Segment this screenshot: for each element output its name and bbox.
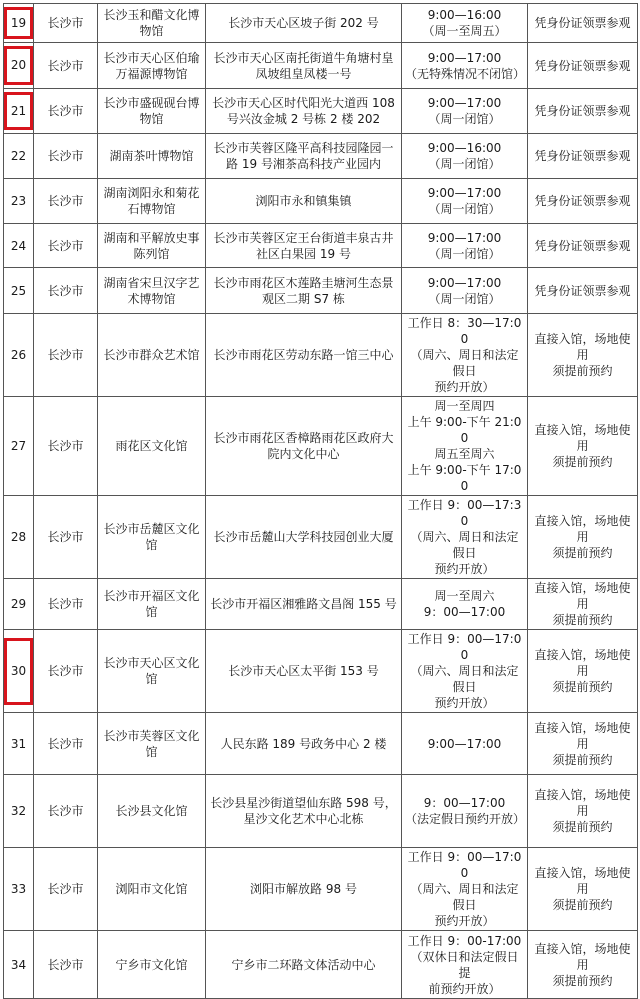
hours-cell-line: （双休日和法定假日提 (410, 949, 519, 980)
visit-note-cell-line: 须提前预约 (552, 455, 613, 469)
venue-name-cell (98, 268, 206, 314)
visit-note-cell-line: 直接入馆，场地使用 (534, 423, 631, 453)
hours-cell-line: 9：00—17:00 (423, 796, 506, 810)
venue-name-cell-line: 长沙县文化馆 (115, 804, 188, 818)
hours-cell (402, 314, 528, 397)
hours-cell (402, 931, 528, 999)
hours-cell-line: （周六、周日和法定假日 (410, 882, 519, 912)
venue-name-cell (98, 713, 206, 775)
visit-note-cell-line: 须提前预约 (552, 820, 613, 834)
visit-note-cell-line: 直接入馆，场地使用 (534, 332, 631, 362)
row-number-cell (4, 314, 34, 397)
row-number-cell (4, 848, 34, 931)
city-cell: 长沙市 (34, 397, 98, 496)
venue-name-cell (98, 848, 206, 931)
visit-note-cell-line: 直接入馆，场地使用 (534, 866, 631, 896)
address-cell (206, 179, 402, 224)
address-cell-line: 宁乡市二环路文体活动中心 (231, 957, 376, 972)
row-number-cell (4, 224, 34, 268)
venue-name-cell-line: 术博物馆 (127, 291, 176, 306)
row-number-cell (4, 397, 34, 496)
visit-note-cell (528, 314, 638, 397)
venue-name-cell-line: 宁乡市文化馆 (115, 957, 188, 972)
hours-cell-line: 工作日 8：30—17:00 (407, 316, 522, 346)
row-number: 22 (10, 149, 27, 163)
visit-note-cell (528, 134, 638, 179)
city-cell: 长沙市 (34, 179, 98, 224)
venue-name-cell (98, 775, 206, 848)
address-cell-line: 浏阳市永和镇集镇 (255, 194, 352, 208)
table-row (4, 224, 638, 268)
visit-note-cell-line: 凭身份证领票参观 (534, 16, 631, 30)
venue-name-cell (98, 397, 206, 496)
row-number: 29 (10, 597, 27, 611)
venue-name-cell-line: 物馆 (139, 112, 164, 126)
address-cell (206, 268, 402, 314)
hours-cell-line: 9：00—17:00 (423, 605, 506, 619)
hours-cell-line: 9:00—17:00 (427, 230, 502, 245)
address-cell (206, 630, 402, 713)
address-cell-line: 凤坡组皇凤楼一号 (255, 66, 352, 81)
venue-name-cell (98, 579, 206, 630)
hours-cell (402, 397, 528, 496)
hours-cell-line: 9:00—16:00 (427, 141, 502, 155)
row-number: 24 (10, 238, 27, 253)
venue-name-cell (98, 4, 206, 43)
hours-cell-line: （周一至周五） (422, 24, 507, 38)
hours-cell-line: （法定假日预约开放） (405, 812, 526, 826)
city-cell: 长沙市 (34, 848, 98, 931)
venue-name-cell-line: 馆 (145, 672, 158, 686)
hours-cell-line: 9:00—16:00 (427, 8, 502, 22)
hours-cell (402, 579, 528, 630)
visit-note-cell (528, 179, 638, 224)
address-cell (206, 89, 402, 134)
hours-cell-line: 9:00—17:00 (427, 186, 502, 200)
hours-cell (402, 775, 528, 848)
address-cell (206, 713, 402, 775)
venue-name-cell-line: 石博物馆 (127, 202, 176, 216)
address-cell-line: 社区白果园 19 号 (256, 246, 351, 261)
visit-note-cell-line: 须提前预约 (552, 613, 613, 627)
venue-name-cell-line: 长沙市岳麓区文化 (103, 522, 200, 536)
hours-cell-line: （周一闭馆） (428, 202, 501, 216)
visit-note-cell-line: 须提前预约 (552, 898, 613, 912)
address-cell-line: 长沙县星沙街道望仙东路 598 号， (210, 796, 397, 810)
row-number: 25 (10, 283, 27, 298)
venue-name-cell-line: 湖南茶叶博物馆 (109, 149, 194, 163)
hours-cell-line: （周一闭馆） (428, 246, 501, 261)
address-cell-line: 观区二期 S7 栋 (262, 291, 345, 306)
address-cell (206, 224, 402, 268)
venue-name-cell (98, 931, 206, 999)
hours-cell (402, 4, 528, 43)
venue-name-cell-line: 陈列馆 (133, 246, 170, 261)
table-row (4, 314, 638, 397)
visit-note-cell-line: 须提前预约 (552, 364, 613, 378)
row-number-cell (4, 630, 34, 713)
visit-note-cell (528, 713, 638, 775)
visit-note-cell-line: 直接入馆，场地使用 (534, 648, 631, 678)
row-number: 28 (10, 530, 27, 544)
address-cell-line: 长沙市雨花区劳动东路一馆三中心 (213, 348, 394, 362)
venue-name-cell-line: 湖南浏阳永和菊花 (103, 186, 200, 200)
address-cell (206, 496, 402, 579)
hours-cell-line: 预约开放） (434, 562, 495, 576)
hours-cell-line: 工作日 9：00—17:00 (407, 850, 522, 880)
venue-name-cell (98, 314, 206, 397)
row-number: 21 (4, 92, 33, 130)
hours-cell-line: 9:00—17:00 (427, 50, 502, 65)
visit-note-cell (528, 848, 638, 931)
venue-name-cell (98, 224, 206, 268)
city-cell: 长沙市 (34, 579, 98, 630)
row-number: 20 (4, 46, 33, 85)
table-row (4, 496, 638, 579)
row-number-cell (4, 179, 34, 224)
row-number: 31 (10, 736, 27, 751)
venue-name-cell-line: 长沙玉和醋文化博 (103, 8, 200, 22)
address-cell-line: 长沙市天心区太平街 153 号 (228, 664, 379, 678)
venue-name-cell-line: 万福源博物馆 (115, 66, 188, 81)
venue-name-cell-line: 馆 (145, 538, 158, 552)
table-row (4, 43, 638, 89)
address-cell-line: 长沙市芙蓉区隆平高科技园隆园一 (213, 141, 394, 155)
visit-note-cell-line: 凭身份证领票参观 (534, 149, 631, 163)
table-row (4, 4, 638, 43)
visit-note-cell (528, 496, 638, 579)
hours-cell-line: （周一闭馆） (428, 112, 501, 126)
visit-note-cell (528, 89, 638, 134)
hours-cell-line: 9:00—17:00 (427, 275, 502, 290)
hours-cell-line: 上午 9:00-下午 17:00 (407, 463, 522, 493)
row-number: 33 (10, 882, 27, 896)
table-row (4, 268, 638, 314)
city-cell: 长沙市 (34, 630, 98, 713)
hours-cell-line: 预约开放） (434, 380, 495, 394)
visit-note-cell-line: 直接入馆，场地使用 (534, 720, 631, 751)
venue-name-cell-line: 长沙市天心区伯瑜 (103, 50, 200, 65)
row-number: 30 (4, 638, 33, 705)
city-cell: 长沙市 (34, 931, 98, 999)
row-number: 34 (10, 957, 27, 972)
address-cell (206, 397, 402, 496)
venue-name-cell-line: 长沙市开福区文化 (103, 589, 200, 603)
visit-note-cell-line: 凭身份证领票参观 (534, 283, 631, 298)
address-cell-line: 星沙文化艺术中心北栋 (243, 812, 364, 826)
row-number: 27 (10, 439, 27, 453)
visit-note-cell (528, 931, 638, 999)
museum-table (3, 3, 638, 999)
visit-note-cell-line: 须提前预约 (552, 680, 613, 694)
visit-note-cell (528, 579, 638, 630)
visit-note-cell (528, 268, 638, 314)
address-cell-line: 路 19 号湘茶高科技产业园内 (226, 157, 381, 171)
venue-name-cell-line: 长沙市芙蓉区文化 (103, 728, 200, 743)
visit-note-cell (528, 397, 638, 496)
venue-name-cell-line: 雨花区文化馆 (115, 439, 188, 453)
table-row (4, 931, 638, 999)
row-number-cell (4, 4, 34, 43)
visit-note-cell-line: 直接入馆，场地使用 (534, 581, 631, 611)
address-cell (206, 579, 402, 630)
city-cell: 长沙市 (34, 43, 98, 89)
hours-cell-line: 工作日 9：00—17:00 (407, 632, 522, 662)
hours-cell-line: 9:00—17:00 (427, 736, 502, 751)
address-cell-line: 号兴汝金城 2 号栋 2 楼 202 (226, 112, 381, 126)
venue-name-cell (98, 89, 206, 134)
hours-cell-line: 前预约开放） (428, 981, 501, 996)
hours-cell-line: 9:00—17:00 (427, 96, 502, 110)
visit-note-cell-line: 直接入馆，场地使用 (534, 941, 631, 972)
table-row (4, 89, 638, 134)
hours-cell-line: （无特殊情况不闭馆） (405, 66, 526, 81)
venue-name-cell-line: 馆 (145, 744, 158, 759)
row-number: 23 (10, 194, 27, 208)
row-number-cell (4, 775, 34, 848)
table-row (4, 579, 638, 630)
venue-name-cell-line: 馆 (145, 605, 158, 619)
address-cell-line: 长沙市天心区时代阳光大道西 108 (212, 96, 395, 110)
hours-cell-line: （周六、周日和法定假日 (410, 348, 519, 378)
address-cell (206, 134, 402, 179)
table-row (4, 179, 638, 224)
hours-cell-line: 预约开放） (434, 914, 495, 928)
venue-name-cell-line: 长沙市群众艺术馆 (103, 348, 200, 362)
hours-cell-line: 预约开放） (434, 696, 495, 710)
visit-note-cell-line: 凭身份证领票参观 (534, 238, 631, 253)
hours-cell (402, 630, 528, 713)
hours-cell-line: （周一闭馆） (428, 291, 501, 306)
row-number-cell (4, 268, 34, 314)
address-cell (206, 43, 402, 89)
venue-name-cell-line: 湖南省宋旦汉字艺 (103, 275, 200, 290)
visit-note-cell (528, 224, 638, 268)
hours-cell-line: 工作日 9：00—17:30 (407, 498, 522, 528)
city-cell: 长沙市 (34, 4, 98, 43)
address-cell-line: 院内文化中心 (267, 447, 340, 461)
hours-cell (402, 224, 528, 268)
venue-name-cell (98, 179, 206, 224)
address-cell-line: 浏阳市解放路 98 号 (250, 882, 357, 896)
city-cell: 长沙市 (34, 713, 98, 775)
address-cell-line: 长沙市天心区坡子街 202 号 (228, 16, 379, 30)
hours-cell (402, 496, 528, 579)
venue-name-cell-line: 浏阳市文化馆 (115, 882, 188, 896)
visit-note-cell-line: 凭身份证领票参观 (534, 104, 631, 118)
city-cell: 长沙市 (34, 775, 98, 848)
city-cell: 长沙市 (34, 224, 98, 268)
venue-name-cell-line: 湖南和平解放史事 (103, 230, 200, 245)
address-cell-line: 长沙市开福区湘雅路文昌阁 155 号 (210, 597, 397, 611)
visit-note-cell-line: 直接入馆，场地使用 (534, 514, 631, 544)
address-cell (206, 775, 402, 848)
city-cell: 长沙市 (34, 496, 98, 579)
row-number-cell (4, 89, 34, 134)
row-number-cell (4, 931, 34, 999)
row-number-cell (4, 496, 34, 579)
row-number-cell (4, 579, 34, 630)
venue-name-cell-line: 物馆 (139, 24, 164, 38)
visit-note-cell-line: 直接入馆，场地使用 (534, 788, 631, 818)
city-cell: 长沙市 (34, 268, 98, 314)
table-row (4, 397, 638, 496)
visit-note-cell (528, 43, 638, 89)
venue-name-cell-line: 长沙市天心区文化 (103, 656, 200, 670)
visit-note-cell (528, 4, 638, 43)
hours-cell-line: （周六、周日和法定假日 (410, 530, 519, 560)
row-number-cell (4, 134, 34, 179)
hours-cell (402, 89, 528, 134)
city-cell: 长沙市 (34, 134, 98, 179)
address-cell-line: 长沙市岳麓山大学科技园创业大厦 (213, 530, 394, 544)
table-row (4, 713, 638, 775)
hours-cell (402, 179, 528, 224)
hours-cell-line: 周一至周六 (434, 589, 495, 603)
hours-cell-line: 上午 9:00-下午 21:00 (407, 415, 522, 445)
address-cell (206, 4, 402, 43)
venue-name-cell (98, 496, 206, 579)
hours-cell (402, 713, 528, 775)
table-row (4, 775, 638, 848)
visit-note-cell-line: 须提前预约 (552, 752, 613, 767)
venue-name-cell (98, 630, 206, 713)
table-row (4, 848, 638, 931)
visit-note-cell-line: 须提前预约 (552, 546, 613, 560)
venue-name-cell (98, 43, 206, 89)
address-cell (206, 314, 402, 397)
row-number-cell (4, 713, 34, 775)
hours-cell-line: （周一闭馆） (428, 157, 501, 171)
hours-cell-line: （周六、周日和法定假日 (410, 664, 519, 694)
venue-name-cell-line: 长沙市盛砚砚台博 (103, 96, 200, 110)
address-cell (206, 931, 402, 999)
row-number: 19 (4, 7, 33, 39)
row-number-cell (4, 43, 34, 89)
table-row (4, 630, 638, 713)
address-cell-line: 人民东路 189 号政务中心 2 楼 (220, 736, 387, 751)
visit-note-cell (528, 775, 638, 848)
address-cell (206, 848, 402, 931)
hours-cell (402, 43, 528, 89)
city-cell: 长沙市 (34, 314, 98, 397)
hours-cell-line: 工作日 9：00-17:00 (407, 933, 522, 948)
visit-note-cell-line: 凭身份证领票参观 (534, 194, 631, 208)
row-number: 32 (10, 804, 27, 818)
venue-name-cell (98, 134, 206, 179)
visit-note-cell (528, 630, 638, 713)
address-cell-line: 长沙市雨花区木莲路圭塘河生态景 (213, 275, 394, 290)
hours-cell-line: 周五至周六 (434, 447, 495, 461)
address-cell-line: 长沙市芙蓉区定王台街道丰泉古井 (213, 230, 394, 245)
table-row (4, 134, 638, 179)
hours-cell (402, 134, 528, 179)
address-cell-line: 长沙市天心区南托街道牛角塘村皇 (213, 50, 394, 65)
hours-cell (402, 268, 528, 314)
visit-note-cell-line: 须提前预约 (552, 973, 613, 988)
address-cell-line: 长沙市雨花区香樟路雨花区政府大 (213, 431, 394, 445)
hours-cell (402, 848, 528, 931)
row-number: 26 (10, 348, 27, 362)
city-cell: 长沙市 (34, 89, 98, 134)
visit-note-cell-line: 凭身份证领票参观 (534, 58, 631, 73)
hours-cell-line: 周一至周四 (434, 399, 495, 413)
